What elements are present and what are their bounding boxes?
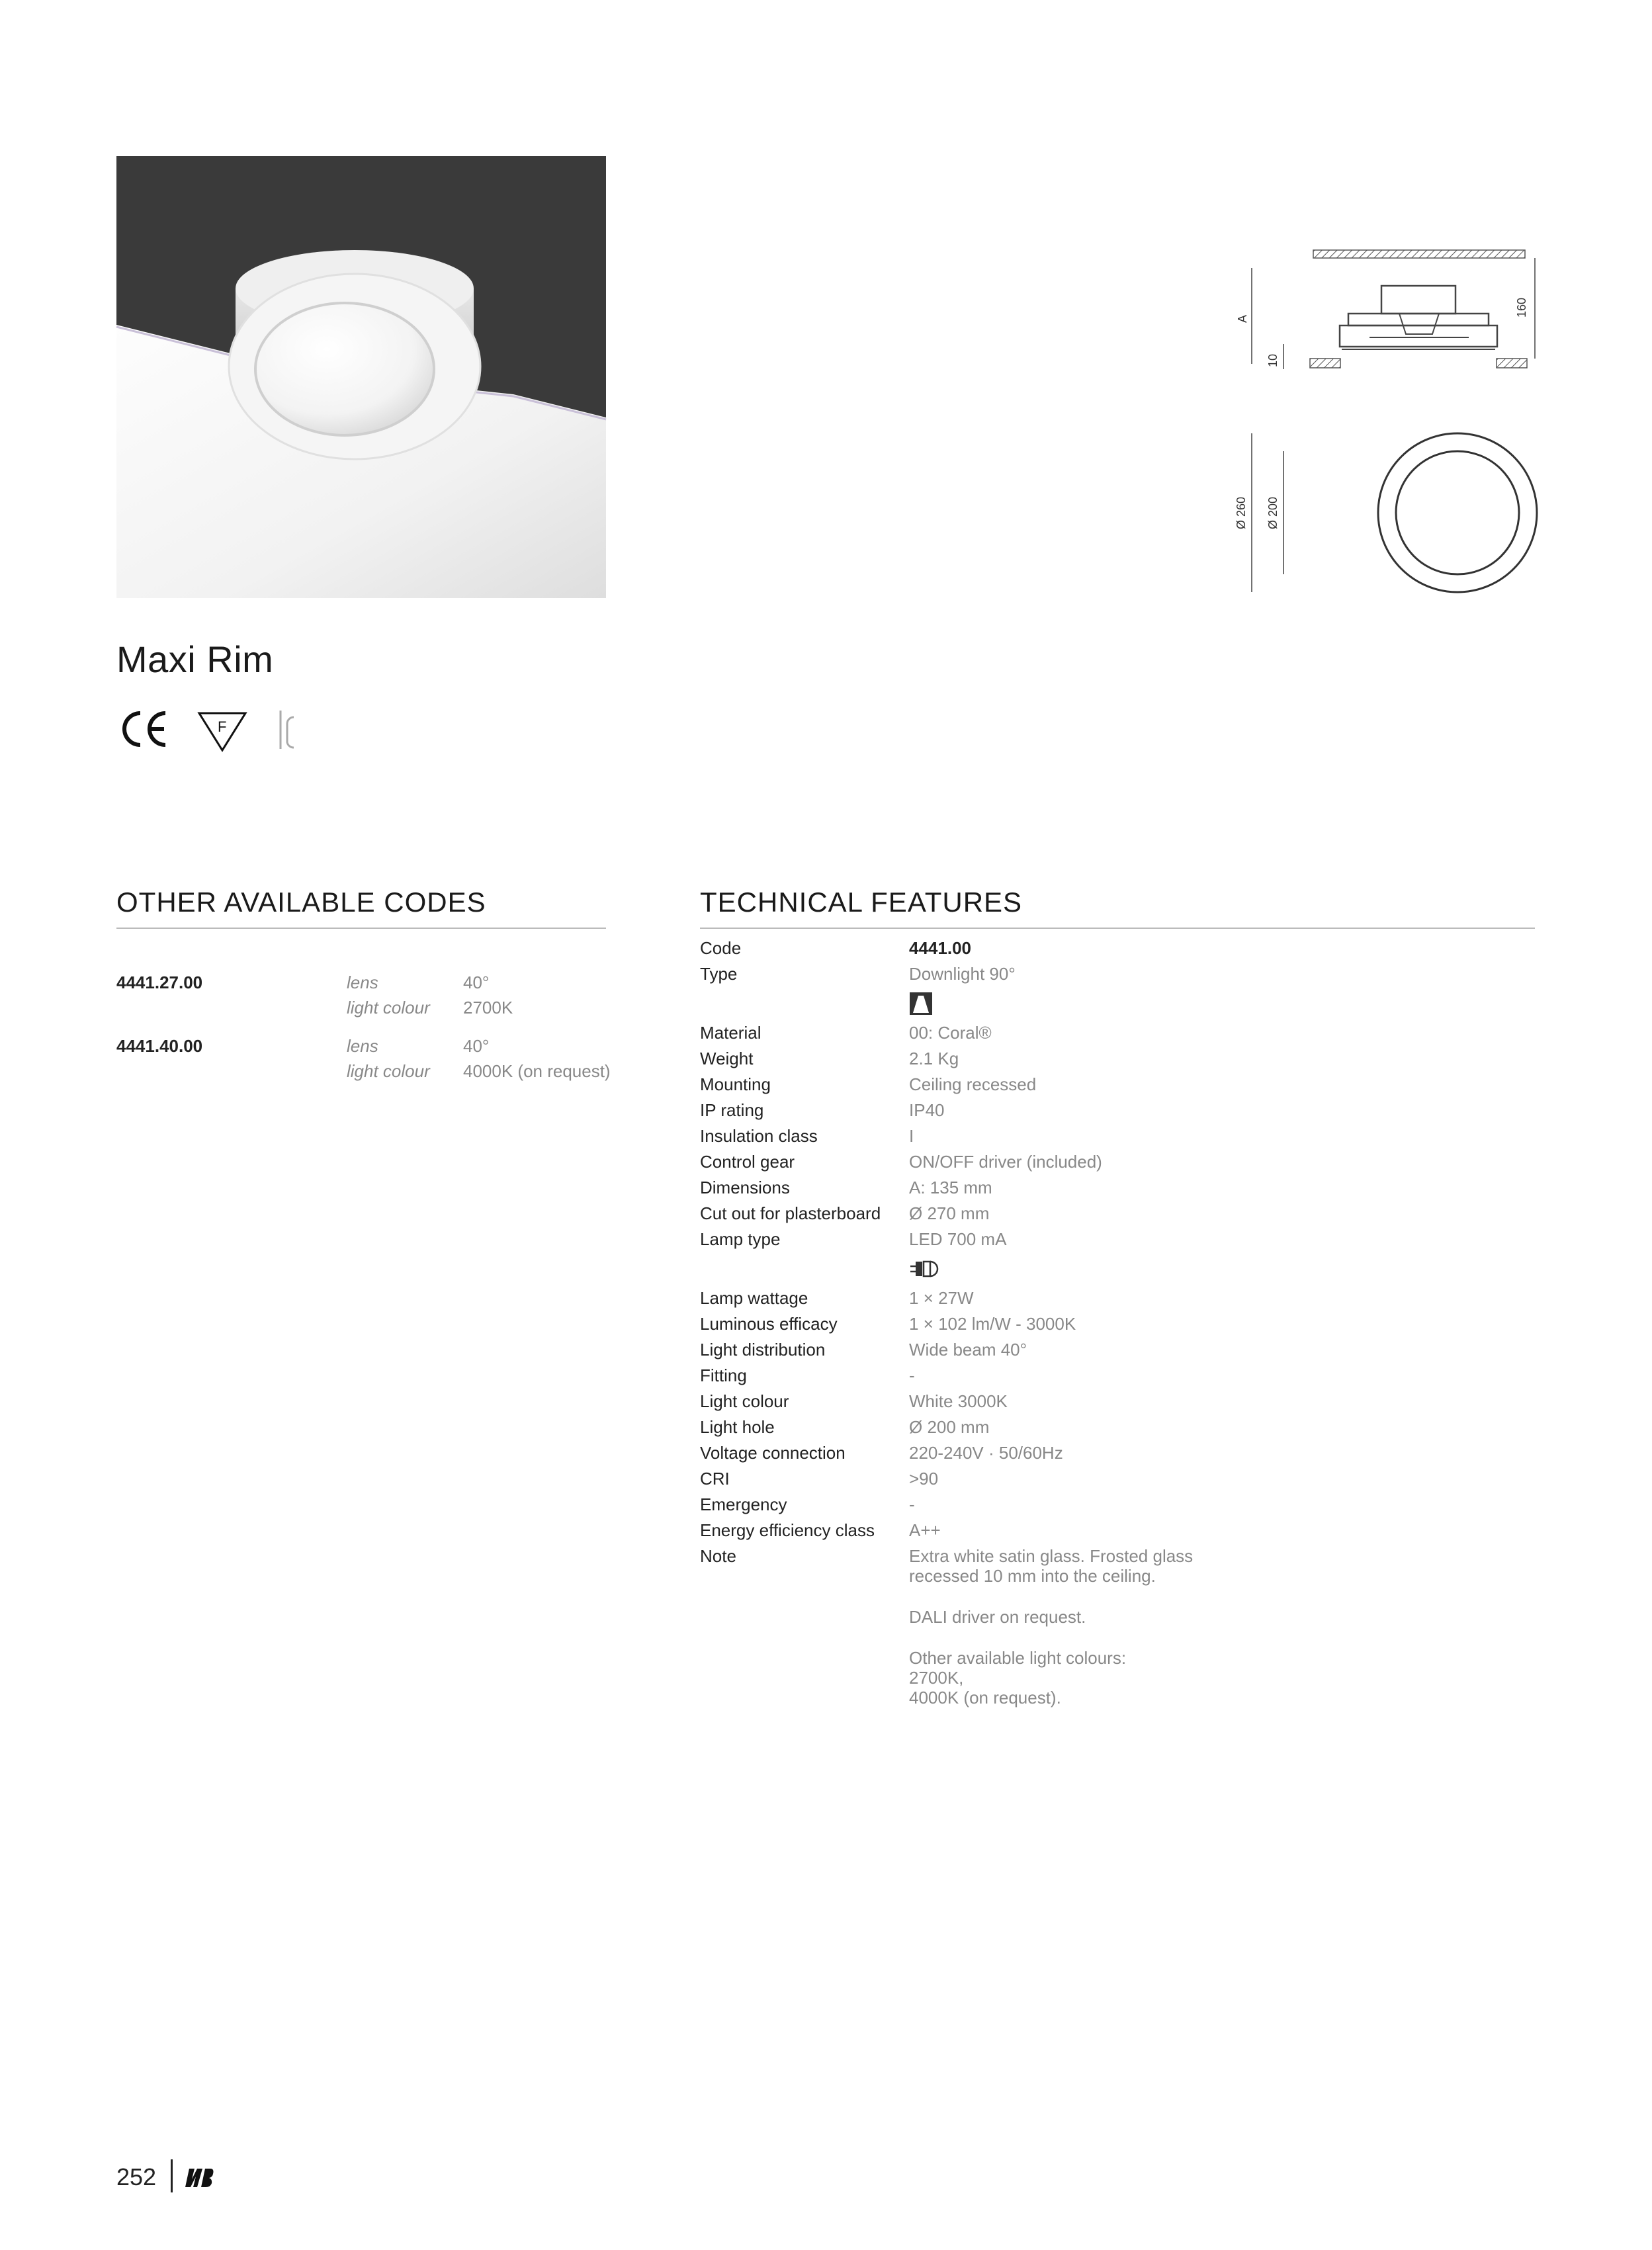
- footer-divider: [171, 2159, 173, 2192]
- type-icon-row: [700, 987, 1535, 1020]
- dim-160-label: 160: [1515, 297, 1528, 318]
- tech-value: 1 × 27W: [909, 1288, 974, 1308]
- tech-label: IP rating: [700, 1100, 764, 1120]
- tech-label: Lamp type: [700, 1229, 781, 1249]
- tech-label: Lamp wattage: [700, 1288, 808, 1308]
- tech-value: 220-240V · 50/60Hz: [909, 1443, 1063, 1463]
- tech-value: 2.1 Kg: [909, 1049, 959, 1068]
- lens-label: lens: [347, 973, 378, 992]
- tech-value: I: [909, 1126, 914, 1146]
- tech-row: [700, 1046, 1535, 1072]
- tech-value: 1 × 102 lm/W - 3000K: [909, 1314, 1076, 1334]
- tech-value: -: [909, 1494, 915, 1514]
- technical-drawings: [1237, 245, 1555, 615]
- tech-label: Weight: [700, 1049, 754, 1068]
- tech-label: Code: [700, 938, 742, 958]
- tech-value: Wide beam 40°: [909, 1340, 1027, 1360]
- light-colour-label: light colour: [347, 998, 430, 1017]
- other-codes-list: [116, 973, 619, 1100]
- tech-value: A: 135 mm: [909, 1178, 992, 1197]
- tech-row: [700, 1466, 1535, 1492]
- lens-label: lens: [347, 1036, 378, 1056]
- tech-row: [700, 1123, 1535, 1149]
- technical-features-title: TECHNICAL FEATURES: [700, 887, 1023, 918]
- tech-row-code: [700, 935, 1535, 961]
- tech-row: [700, 1072, 1535, 1098]
- dim-10-label: 10: [1266, 353, 1280, 367]
- tech-row: [700, 1440, 1535, 1466]
- f-mark-triangle-icon: [199, 713, 245, 750]
- tech-row: [700, 1492, 1535, 1518]
- lens-value: 40°: [463, 1036, 490, 1056]
- downlight-icon: [909, 992, 933, 1016]
- code-number: 4441.40.00: [116, 1036, 203, 1056]
- tech-label: Insulation class: [700, 1126, 818, 1146]
- tech-row: [700, 1389, 1535, 1414]
- tech-value: A++: [909, 1520, 941, 1540]
- note-paragraph: Extra white satin glass. Frosted glass recessed 10 mm into the ceiling.: [909, 1546, 1194, 1586]
- tech-label: Light hole: [700, 1417, 775, 1437]
- lens-value: 40°: [463, 973, 490, 992]
- svg-text:F: F: [218, 718, 227, 735]
- tech-label: Energy efficiency class: [700, 1520, 875, 1540]
- note-values: [909, 1543, 1193, 1708]
- dim-260-label: Ø 260: [1235, 496, 1248, 529]
- tech-value: 4441.00: [909, 938, 971, 958]
- tech-value: >90: [909, 1469, 939, 1489]
- dim-200-label: Ø 200: [1266, 496, 1280, 529]
- tech-label: Type: [700, 964, 738, 984]
- certification-icons: [116, 704, 315, 757]
- light-colour-value: 4000K (on request): [463, 1061, 611, 1081]
- tech-value: Downlight 90°: [909, 964, 1016, 984]
- tech-value: LED 700 mA: [909, 1229, 1007, 1249]
- light-colour-label: light colour: [347, 1061, 430, 1081]
- note-paragraph: Other available light colours: 2700K, 4000K (on request).: [909, 1648, 1127, 1708]
- code-item: [116, 973, 619, 1036]
- tech-label: Voltage connection: [700, 1443, 846, 1463]
- lamp-icon-row: [700, 1252, 1535, 1285]
- brand-logo: [183, 2165, 216, 2191]
- tech-label: Emergency: [700, 1494, 787, 1514]
- tech-label: Dimensions: [700, 1178, 790, 1197]
- tech-label: Fitting: [700, 1365, 747, 1385]
- tech-row: [700, 1149, 1535, 1175]
- tech-label: Mounting: [700, 1074, 771, 1094]
- tech-rows-group-b: [700, 1285, 1535, 1543]
- tech-label: Material: [700, 1023, 761, 1043]
- product-title: Maxi Rim: [116, 638, 274, 680]
- tech-row: [700, 1363, 1535, 1389]
- tech-label: Light distribution: [700, 1340, 826, 1360]
- technical-features-divider: [700, 928, 1535, 929]
- tech-row: [700, 1201, 1535, 1227]
- tech-value: 00: Coral®: [909, 1023, 992, 1043]
- tech-row-note: [700, 1543, 1535, 1708]
- tech-row: [700, 1311, 1535, 1337]
- class-ii-icon: [281, 711, 294, 749]
- tech-value: Ø 270 mm: [909, 1203, 990, 1223]
- code-item: [116, 1036, 619, 1100]
- tech-row: [700, 1285, 1535, 1311]
- light-colour-value: 2700K: [463, 998, 513, 1017]
- tech-row: [700, 1098, 1535, 1123]
- tech-row: [700, 1020, 1535, 1046]
- tech-value: -: [909, 1365, 915, 1385]
- tech-value: Ceiling recessed: [909, 1074, 1037, 1094]
- tech-value: IP40: [909, 1100, 945, 1120]
- technical-features-table: [700, 935, 1535, 1708]
- code-number: 4441.27.00: [116, 973, 203, 992]
- tech-value: ON/OFF driver (included): [909, 1152, 1102, 1172]
- tech-label: Luminous efficacy: [700, 1314, 838, 1334]
- tech-row: [700, 1175, 1535, 1201]
- note-paragraph: DALI driver on request.: [909, 1607, 1086, 1627]
- led-lamp-icon: [909, 1259, 938, 1279]
- other-codes-divider: [116, 928, 606, 929]
- tech-value: Ø 200 mm: [909, 1417, 990, 1437]
- ce-mark-icon: [124, 713, 165, 745]
- tech-row: [700, 1518, 1535, 1543]
- tech-label: Cut out for plasterboard: [700, 1203, 881, 1223]
- page-number: 252: [116, 2163, 157, 2190]
- dim-a-label: A: [1236, 314, 1249, 323]
- tech-label: Light colour: [700, 1391, 789, 1411]
- tech-label: CRI: [700, 1469, 730, 1489]
- product-photo: [116, 156, 606, 598]
- other-codes-title: OTHER AVAILABLE CODES: [116, 887, 486, 918]
- tech-row: [700, 1227, 1535, 1252]
- tech-row: [700, 1337, 1535, 1363]
- tech-label: Note: [700, 1546, 736, 1566]
- tech-rows-group-a: [700, 1020, 1535, 1252]
- tech-label: Control gear: [700, 1152, 795, 1172]
- tech-value: White 3000K: [909, 1391, 1008, 1411]
- tech-row: [700, 1414, 1535, 1440]
- tech-row-type: [700, 961, 1535, 987]
